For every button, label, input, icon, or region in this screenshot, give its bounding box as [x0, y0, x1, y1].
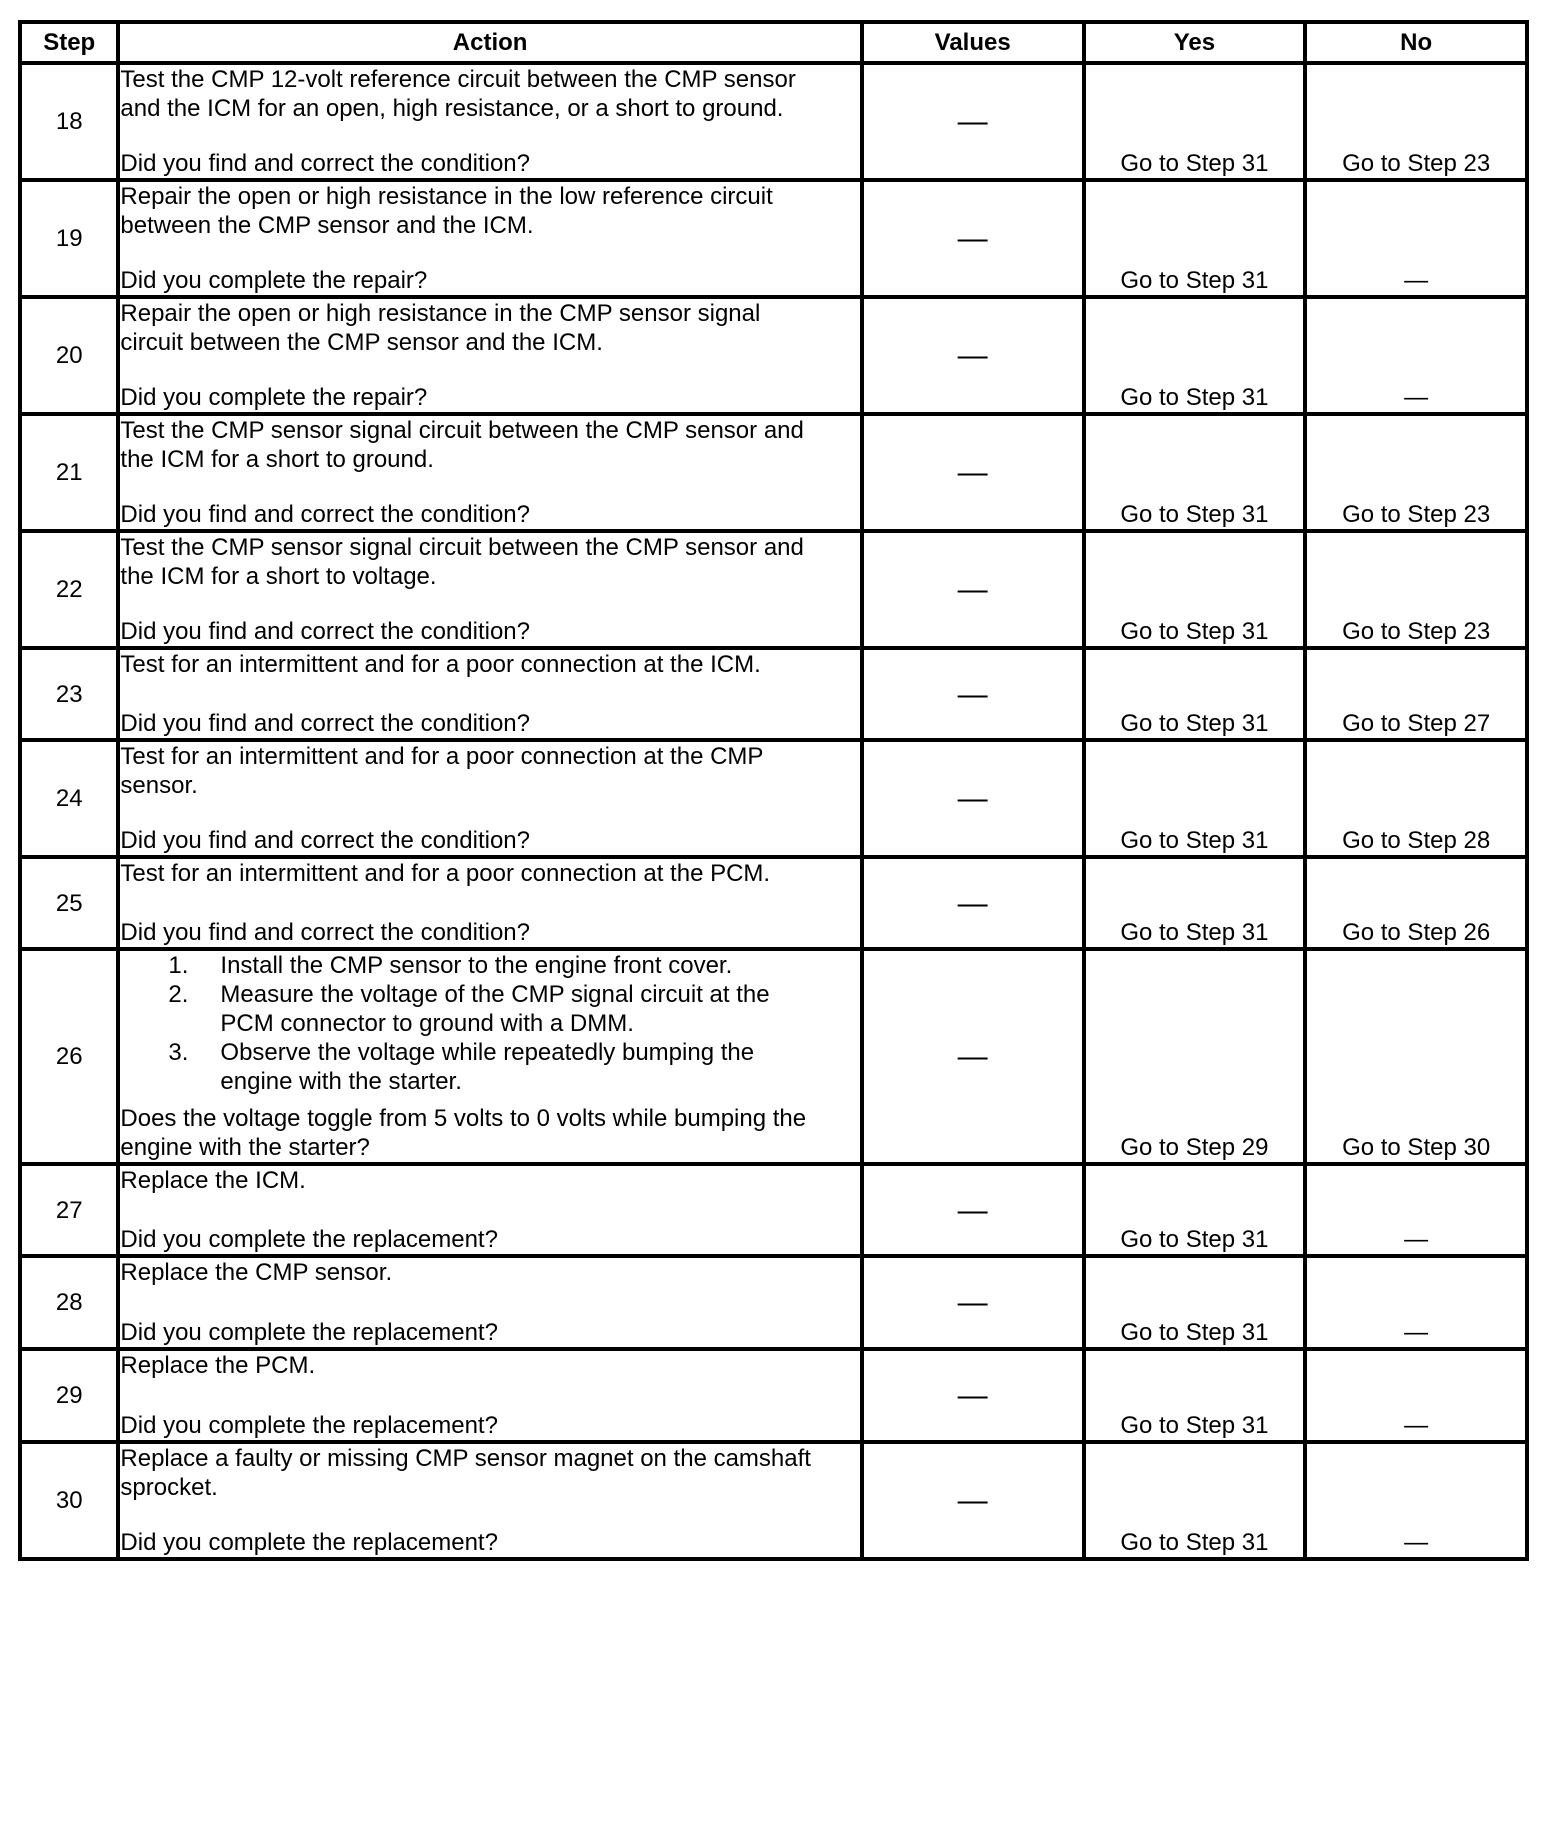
table-row [20, 1442, 1527, 1559]
action-cell [118, 1256, 861, 1349]
table-row [20, 63, 1527, 180]
action-text: Repair the open or high resistance in the low reference circuit between the CMP sensor and the ICM. [120, 183, 773, 239]
yes-cell: Go to Step 31 [1084, 63, 1306, 180]
procedure-text: Measure the voltage of the CMP signal circuit at the PCM connector to ground with a DMM. [220, 981, 770, 1037]
values-cell: — [862, 1442, 1084, 1559]
values-cell: — [862, 1164, 1084, 1256]
action-cell [118, 740, 861, 857]
procedure-item [120, 951, 859, 980]
no-cell: Go to Step 28 [1305, 740, 1527, 857]
action-cell [118, 1164, 861, 1256]
step-number: 30 [20, 1442, 118, 1559]
no-cell: Go to Step 23 [1305, 531, 1527, 648]
action-cell [118, 857, 861, 949]
values-cell: — [862, 531, 1084, 648]
yes-cell: Go to Step 31 [1084, 297, 1306, 414]
table-row [20, 1256, 1527, 1349]
procedure-number: 3. [168, 1039, 189, 1066]
action-text: Test for an intermittent and for a poor connection at the PCM. [120, 860, 771, 887]
action-cell [118, 531, 861, 648]
procedure-list [120, 951, 859, 1096]
table-row [20, 297, 1527, 414]
table-row [20, 740, 1527, 857]
table-row [20, 180, 1527, 297]
action-question: Did you complete the repair? [120, 267, 428, 294]
action-question: Did you find and correct the condition? [120, 501, 530, 528]
header-values: Values [862, 22, 1084, 63]
no-cell: Go to Step 26 [1305, 857, 1527, 949]
table-row [20, 414, 1527, 531]
action-text: Replace the PCM. [120, 1352, 316, 1379]
step-number: 18 [20, 63, 118, 180]
action-cell [118, 648, 861, 740]
procedure-number: 2. [168, 981, 189, 1008]
action-question: Did you complete the replacement? [120, 1412, 498, 1439]
step-number: 29 [20, 1349, 118, 1442]
action-cell [118, 949, 861, 1164]
procedure-text: Observe the voltage while repeatedly bumping the engine with the starter. [220, 1039, 755, 1095]
step-number: 23 [20, 648, 118, 740]
procedure-item [120, 1038, 859, 1096]
no-cell: — [1305, 1442, 1527, 1559]
yes-cell: Go to Step 31 [1084, 857, 1306, 949]
no-cell: — [1305, 297, 1527, 414]
action-text: Test the CMP sensor signal circuit between the CMP sensor and the ICM for a short to ground. [120, 417, 804, 473]
action-question: Did you find and correct the condition? [120, 150, 530, 177]
header-yes: Yes [1084, 22, 1306, 63]
procedure-item [120, 980, 859, 1038]
yes-cell: Go to Step 31 [1084, 531, 1306, 648]
action-cell [118, 414, 861, 531]
table-row [20, 531, 1527, 648]
yes-cell: Go to Step 31 [1084, 1256, 1306, 1349]
table-row [20, 1349, 1527, 1442]
action-cell [118, 1349, 861, 1442]
action-text: Test for an intermittent and for a poor connection at the ICM. [120, 651, 761, 678]
action-cell [118, 297, 861, 414]
no-cell: — [1305, 1256, 1527, 1349]
yes-cell: Go to Step 31 [1084, 180, 1306, 297]
header-step: Step [20, 22, 118, 63]
values-cell: — [862, 1256, 1084, 1349]
action-question: Did you find and correct the condition? [120, 618, 530, 645]
yes-cell: Go to Step 31 [1084, 1349, 1306, 1442]
values-cell: — [862, 297, 1084, 414]
action-question: Did you complete the replacement? [120, 1226, 498, 1253]
action-question: Does the voltage toggle from 5 volts to 0 volts while bumping the engine with the starter? [120, 1105, 807, 1161]
values-cell: — [862, 1349, 1084, 1442]
action-text: Test for an intermittent and for a poor connection at the CMP sensor. [120, 743, 764, 799]
values-cell: — [862, 63, 1084, 180]
no-cell: — [1305, 1349, 1527, 1442]
action-question: Did you complete the repair? [120, 384, 428, 411]
table-row [20, 648, 1527, 740]
values-cell: — [862, 857, 1084, 949]
yes-cell: Go to Step 31 [1084, 1442, 1306, 1559]
diagnostic-table [18, 20, 1529, 1561]
action-text: Replace the ICM. [120, 1167, 306, 1194]
no-cell: Go to Step 27 [1305, 648, 1527, 740]
values-cell: — [862, 740, 1084, 857]
step-number: 21 [20, 414, 118, 531]
no-cell: Go to Step 23 [1305, 63, 1527, 180]
step-number: 27 [20, 1164, 118, 1256]
values-cell: — [862, 414, 1084, 531]
action-text: Test the CMP 12-volt reference circuit between the CMP sensor and the ICM for an open, high resistance, or a short to ground. [120, 66, 796, 122]
action-question: Did you complete the replacement? [120, 1319, 498, 1346]
no-cell: Go to Step 30 [1305, 949, 1527, 1164]
yes-cell: Go to Step 29 [1084, 949, 1306, 1164]
no-cell: — [1305, 180, 1527, 297]
action-question: Did you complete the replacement? [120, 1529, 498, 1556]
yes-cell: Go to Step 31 [1084, 648, 1306, 740]
procedure-text: Install the CMP sensor to the engine front cover. [220, 952, 733, 979]
yes-cell: Go to Step 31 [1084, 740, 1306, 857]
no-cell: — [1305, 1164, 1527, 1256]
table-row [20, 1164, 1527, 1256]
values-cell: — [862, 648, 1084, 740]
no-cell: Go to Step 23 [1305, 414, 1527, 531]
step-number: 25 [20, 857, 118, 949]
action-text: Replace a faulty or missing CMP sensor magnet on the camshaft sprocket. [120, 1445, 811, 1501]
yes-cell: Go to Step 31 [1084, 1164, 1306, 1256]
values-cell: — [862, 180, 1084, 297]
table-body [20, 63, 1527, 1559]
header-no: No [1305, 22, 1527, 63]
action-question: Did you find and correct the condition? [120, 827, 530, 854]
action-cell [118, 1442, 861, 1559]
action-text: Test the CMP sensor signal circuit between the CMP sensor and the ICM for a short to voltage. [120, 534, 804, 590]
action-question: Did you find and correct the condition? [120, 919, 530, 946]
values-cell: — [862, 949, 1084, 1164]
action-question: Did you find and correct the condition? [120, 710, 530, 737]
action-cell [118, 63, 861, 180]
table-row [20, 949, 1527, 1164]
table-row [20, 857, 1527, 949]
step-number: 19 [20, 180, 118, 297]
step-number: 24 [20, 740, 118, 857]
step-number: 20 [20, 297, 118, 414]
action-text: Repair the open or high resistance in the CMP sensor signal circuit between the CMP sensor and the ICM. [120, 300, 761, 356]
header-row [20, 22, 1527, 63]
yes-cell: Go to Step 31 [1084, 414, 1306, 531]
step-number: 28 [20, 1256, 118, 1349]
action-cell [118, 180, 861, 297]
procedure-number: 1. [168, 952, 189, 979]
header-action: Action [118, 22, 861, 63]
action-text: Replace the CMP sensor. [120, 1259, 393, 1286]
step-number: 26 [20, 949, 118, 1164]
step-number: 22 [20, 531, 118, 648]
